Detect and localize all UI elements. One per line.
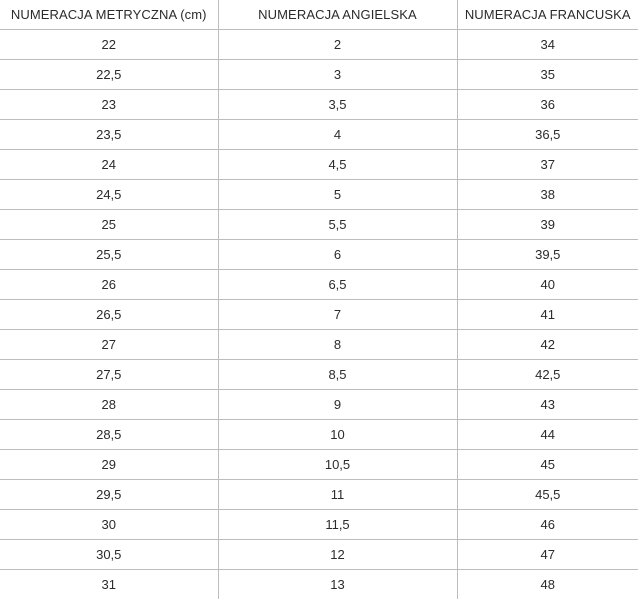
cell-french: 39	[457, 210, 638, 240]
cell-metric: 23	[0, 90, 218, 120]
table-row	[0, 330, 638, 360]
cell-english: 6,5	[218, 270, 457, 300]
cell-metric: 28	[0, 390, 218, 420]
cell-metric: 23,5	[0, 120, 218, 150]
table-row	[0, 390, 638, 420]
table-row	[0, 450, 638, 480]
cell-english: 4	[218, 120, 457, 150]
cell-metric: 30	[0, 510, 218, 540]
cell-metric: 27,5	[0, 360, 218, 390]
cell-english: 11,5	[218, 510, 457, 540]
table-row	[0, 60, 638, 90]
cell-french: 38	[457, 180, 638, 210]
header-english: NUMERACJA ANGIELSKA	[218, 0, 457, 30]
table-header-row	[0, 0, 638, 30]
cell-french: 41	[457, 300, 638, 330]
table-row	[0, 360, 638, 390]
cell-metric: 30,5	[0, 540, 218, 570]
table-row	[0, 570, 638, 600]
cell-english: 12	[218, 540, 457, 570]
cell-english: 13	[218, 570, 457, 600]
cell-french: 35	[457, 60, 638, 90]
cell-french: 45	[457, 450, 638, 480]
header-metric: NUMERACJA METRYCZNA (cm)	[0, 0, 218, 30]
cell-english: 10,5	[218, 450, 457, 480]
cell-metric: 29,5	[0, 480, 218, 510]
cell-english: 10	[218, 420, 457, 450]
cell-metric: 25	[0, 210, 218, 240]
cell-english: 3	[218, 60, 457, 90]
cell-metric: 26,5	[0, 300, 218, 330]
cell-english: 2	[218, 30, 457, 60]
table-row	[0, 270, 638, 300]
cell-english: 5	[218, 180, 457, 210]
cell-french: 40	[457, 270, 638, 300]
cell-french: 48	[540, 577, 555, 592]
table-body	[0, 30, 638, 600]
header-french: NUMERACJA FRANCUSKA	[457, 0, 638, 30]
cell-english: 8	[218, 330, 457, 360]
cell-french: 36,5	[457, 120, 638, 150]
cell-metric: 25,5	[0, 240, 218, 270]
cell-metric: 27	[0, 330, 218, 360]
table-row	[0, 420, 638, 450]
table-row	[0, 510, 638, 540]
cell-english: 9	[218, 390, 457, 420]
cell-french: 43	[457, 390, 638, 420]
cell-metric: 28,5	[0, 420, 218, 450]
table-row	[0, 90, 638, 120]
table-row	[0, 30, 638, 60]
table-row	[0, 120, 638, 150]
table-row	[0, 180, 638, 210]
cell-english: 8,5	[218, 360, 457, 390]
cell-metric: 24	[0, 150, 218, 180]
cell-english: 11	[218, 480, 457, 510]
cell-metric: 31	[0, 570, 218, 600]
table-row	[0, 300, 638, 330]
cell-english: 6	[218, 240, 457, 270]
table-row	[0, 210, 638, 240]
cell-metric: 24,5	[0, 180, 218, 210]
cell-french: 42,5	[457, 360, 638, 390]
table-row	[0, 150, 638, 180]
table-row	[0, 480, 638, 510]
cell-french: 44	[457, 420, 638, 450]
cell-french: 46	[457, 510, 638, 540]
cell-metric: 22,5	[0, 60, 218, 90]
cell-french: 36	[457, 90, 638, 120]
table-row	[0, 240, 638, 270]
cell-french: 42	[457, 330, 638, 360]
cell-metric: 29	[0, 450, 218, 480]
cell-english: 5,5	[218, 210, 457, 240]
cell-french: 34	[457, 30, 638, 60]
cell-french: 37	[457, 150, 638, 180]
cell-english: 3,5	[218, 90, 457, 120]
cell-english: 7	[218, 300, 457, 330]
cell-metric: 22	[0, 30, 218, 60]
cell-metric: 26	[0, 270, 218, 300]
cell-english: 4,5	[218, 150, 457, 180]
table-row	[0, 540, 638, 570]
cell-french: 39,5	[457, 240, 638, 270]
cell-french: 45,5	[457, 480, 638, 510]
cell-french: 47	[457, 540, 638, 570]
